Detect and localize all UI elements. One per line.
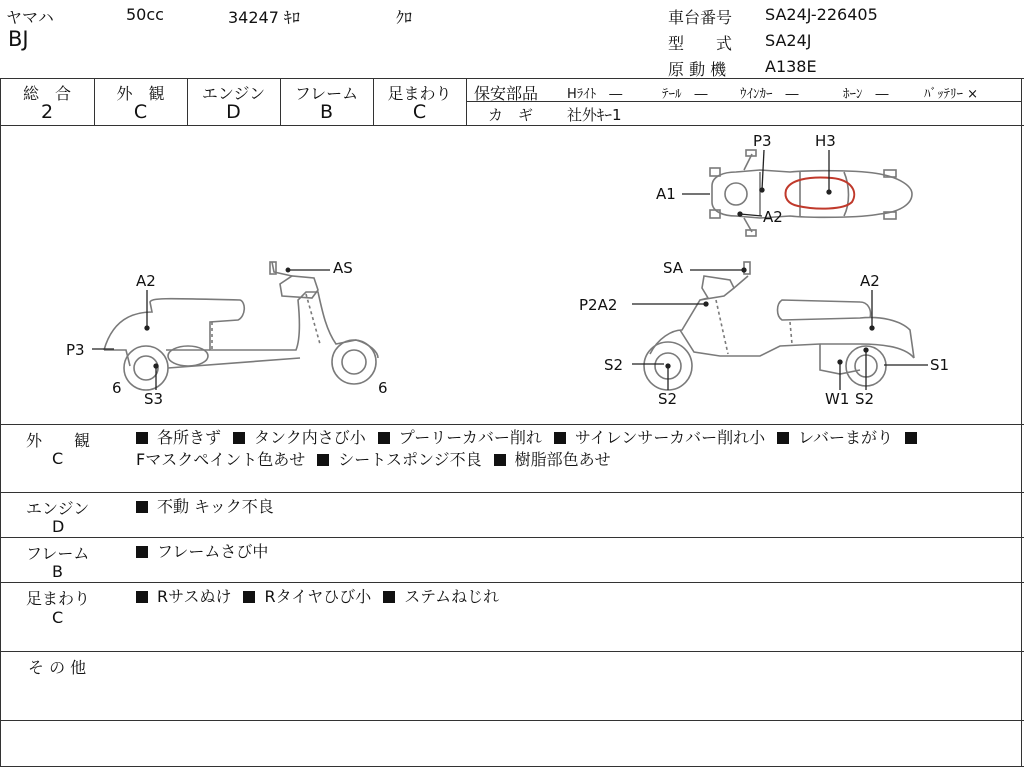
key-value: 社外ｷｰ1 — [567, 106, 622, 124]
section-engine-title: エンジン — [26, 499, 90, 518]
note-item: サイレンサーカバー削れ小 — [554, 428, 765, 447]
note-item: Rサスぬけ — [136, 587, 231, 606]
label-left-6b: 6 — [378, 379, 388, 397]
section-frame-notes — [136, 541, 280, 563]
divider — [0, 492, 1024, 493]
label-top-a2: A2 — [763, 208, 783, 226]
damage-diagram — [0, 126, 1022, 424]
section-frame-title: フレーム — [26, 544, 90, 563]
section-exterior-title: 外 観 — [26, 431, 91, 450]
color: ｸﾛ — [396, 8, 413, 27]
grade-frame-value: B — [319, 101, 334, 123]
label-top-h3: H3 — [815, 132, 836, 150]
divider — [0, 78, 1024, 79]
frame-no: SA24J-226405 — [765, 5, 878, 24]
note-item: 各所きず — [136, 428, 221, 447]
damage-mark-h3 — [786, 178, 855, 209]
grade-exterior-value: C — [133, 101, 148, 123]
label-left-s3: S3 — [144, 390, 164, 408]
label-left-a2: A2 — [136, 272, 156, 290]
note-item: レバーまがり — [777, 428, 893, 447]
divider — [0, 766, 1024, 767]
safety-winker: ｳｲﾝｶｰ ― — [740, 87, 799, 102]
note-item: ステムねじれ — [383, 587, 499, 606]
safety-horn: ﾎｰﾝ ― — [843, 87, 889, 102]
safety-battery: ﾊﾞｯﾃﾘｰ × — [924, 87, 979, 102]
divider — [0, 424, 1024, 425]
label-left-p3: P3 — [66, 341, 85, 359]
note-item: プーリーカバー削れ — [378, 428, 542, 447]
grade-suspension-value: C — [412, 101, 427, 123]
divider — [0, 582, 1024, 583]
section-suspension-grade: C — [52, 608, 64, 627]
grade-engine-value: D — [226, 101, 241, 123]
label-right-s2-rear: S2 — [855, 390, 875, 408]
section-frame-grade: B — [52, 562, 63, 581]
displacement: 50cc — [126, 5, 164, 24]
note-item: シートスポンジ不良 — [317, 450, 481, 469]
divider — [0, 720, 1024, 721]
grade-overall-label: 総 合 — [22, 84, 71, 103]
grade-exterior-label: 外 観 — [116, 84, 165, 103]
grade-overall-value: 2 — [40, 101, 54, 123]
label-right-p2a2: P2A2 — [579, 296, 618, 314]
safety-label: 保安部品 — [474, 84, 539, 103]
model-name: BJ — [8, 27, 29, 51]
divider — [0, 651, 1024, 652]
label-right-s2-front: S2 — [604, 356, 624, 374]
section-suspension-title: 足まわり — [26, 589, 91, 608]
note-item: Fマスクペイント色あせ — [136, 450, 306, 469]
note-item: フレームさび中 — [136, 542, 268, 561]
section-engine-grade: D — [52, 517, 65, 536]
label-right-sa: SA — [663, 259, 684, 277]
divider — [0, 537, 1024, 538]
engine-value: A138E — [765, 57, 817, 76]
note-item: タンク内さび小 — [233, 428, 366, 447]
grade-engine-label: エンジン — [201, 84, 266, 103]
section-exterior-grade: C — [52, 449, 64, 468]
label-left-as: AS — [333, 259, 353, 277]
safety-taillight: ﾃｰﾙ ― — [662, 87, 708, 102]
frame-no-label: 車台番号 — [668, 8, 733, 27]
label-top-a1: A1 — [656, 185, 676, 203]
section-engine-notes — [136, 496, 286, 518]
maker: ヤマハ — [6, 8, 54, 27]
label-right-s2-wheel: S2 — [658, 390, 678, 408]
grade-suspension-label: 足まわり — [387, 84, 452, 103]
grade-frame-label: フレーム — [294, 84, 359, 103]
safety-headlight: Hﾗｲﾄ ― — [567, 87, 623, 102]
mileage: 34247 ｷﾛ — [228, 8, 300, 27]
top-view-scooter-outline — [710, 150, 912, 236]
label-top-p3: P3 — [753, 132, 772, 150]
type-label: 型 式 — [668, 34, 733, 53]
label-right-s1: S1 — [930, 356, 950, 374]
note-item: Rタイヤひび小 — [243, 587, 371, 606]
type-value: SA24J — [765, 31, 812, 50]
key-label: カ ギ — [488, 106, 534, 124]
label-left-6a: 6 — [112, 379, 122, 397]
note-item: 樹脂部色あせ — [494, 450, 611, 469]
section-exterior-notes — [136, 427, 1016, 471]
note-item: 不動 キック不良 — [136, 497, 274, 516]
section-other-title: そ の 他 — [28, 658, 87, 677]
section-suspension-notes — [136, 586, 511, 608]
label-right-w1: W1 — [825, 390, 850, 408]
label-right-a2: A2 — [860, 272, 880, 290]
engine-label: 原 動 機 — [668, 60, 727, 79]
